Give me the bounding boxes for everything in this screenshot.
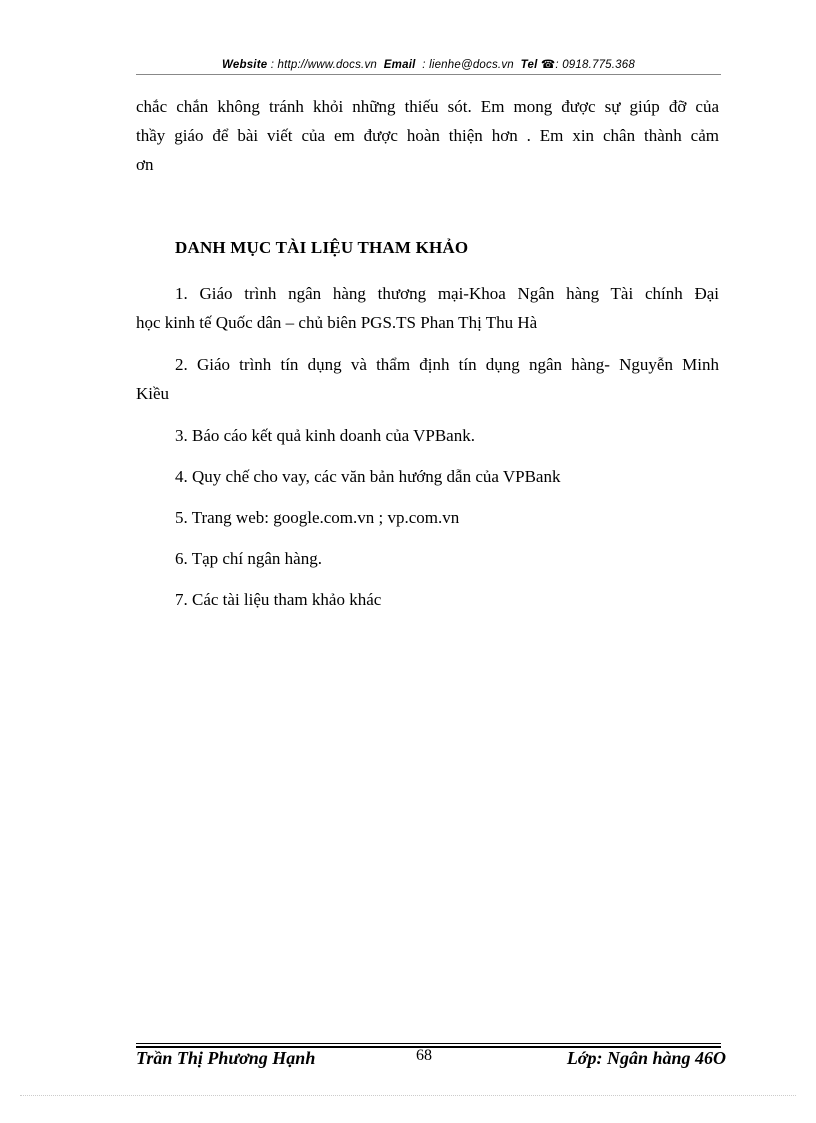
reference-item	[136, 585, 719, 614]
footer-author: Trần Thị Phương Hạnh	[136, 1048, 316, 1068]
reference-text: 7. Các tài liệu tham khảo khác	[175, 590, 382, 609]
reference-item	[136, 350, 719, 408]
footer-divider	[136, 1043, 721, 1044]
page-header	[136, 57, 721, 71]
reference-item	[136, 503, 719, 532]
reference-item	[136, 421, 719, 450]
reference-text: 5. Trang web: google.com.vn ; vp.com.vn	[175, 508, 460, 527]
intro-paragraph	[136, 92, 719, 179]
page-bottom-divider	[20, 1095, 796, 1096]
reference-text: 3. Báo cáo kết quả kinh doanh của VPBank.	[175, 426, 475, 445]
reference-continuation: học kinh tế Quốc dân – chủ biên PGS.TS Phan Thị Thu Hà	[136, 313, 538, 332]
email-label: Email	[383, 59, 416, 71]
references-heading: DANH MỤC TÀI LIỆU THAM KHẢO	[175, 238, 469, 257]
tel-label: Tel	[520, 59, 538, 71]
reference-item	[136, 279, 719, 337]
intro-line: chắc chắn không tránh khỏi những thiếu sót. Em mong được sự giúp đỡ của	[136, 97, 719, 116]
page-number: 68	[416, 1047, 432, 1064]
reference-text: 6. Tạp chí ngân hàng.	[175, 549, 322, 568]
reference-item	[136, 544, 719, 573]
header-divider	[136, 74, 721, 75]
reference-continuation: Kiều	[136, 384, 170, 403]
reference-text: 2. Giáo trình tín dụng và thẩm định tín dụng ngân hàng- Nguyễn Minh	[175, 355, 719, 374]
reference-text: 1. Giáo trình ngân hàng thương mại-Khoa Ngân hàng Tài chính Đại	[175, 284, 719, 303]
website-label: Website	[222, 59, 268, 71]
intro-line: thầy giáo để bài viết của em được hoàn thiện hơn . Em xin chân thành cảm	[136, 126, 719, 145]
email-value[interactable]: : lienhe@docs.vn	[422, 59, 514, 71]
reference-text: 4. Quy chế cho vay, các văn bản hướng dẫn của VPBank	[175, 467, 561, 486]
footer-class: Lớp: Ngân hàng 46O	[566, 1048, 726, 1068]
website-value[interactable]: : http://www.docs.vn	[270, 59, 377, 71]
intro-line: ơn	[136, 155, 154, 174]
tel-value: : 0918.775.368	[555, 59, 635, 71]
reference-item	[136, 462, 719, 491]
phone-icon: ☎	[540, 59, 556, 71]
